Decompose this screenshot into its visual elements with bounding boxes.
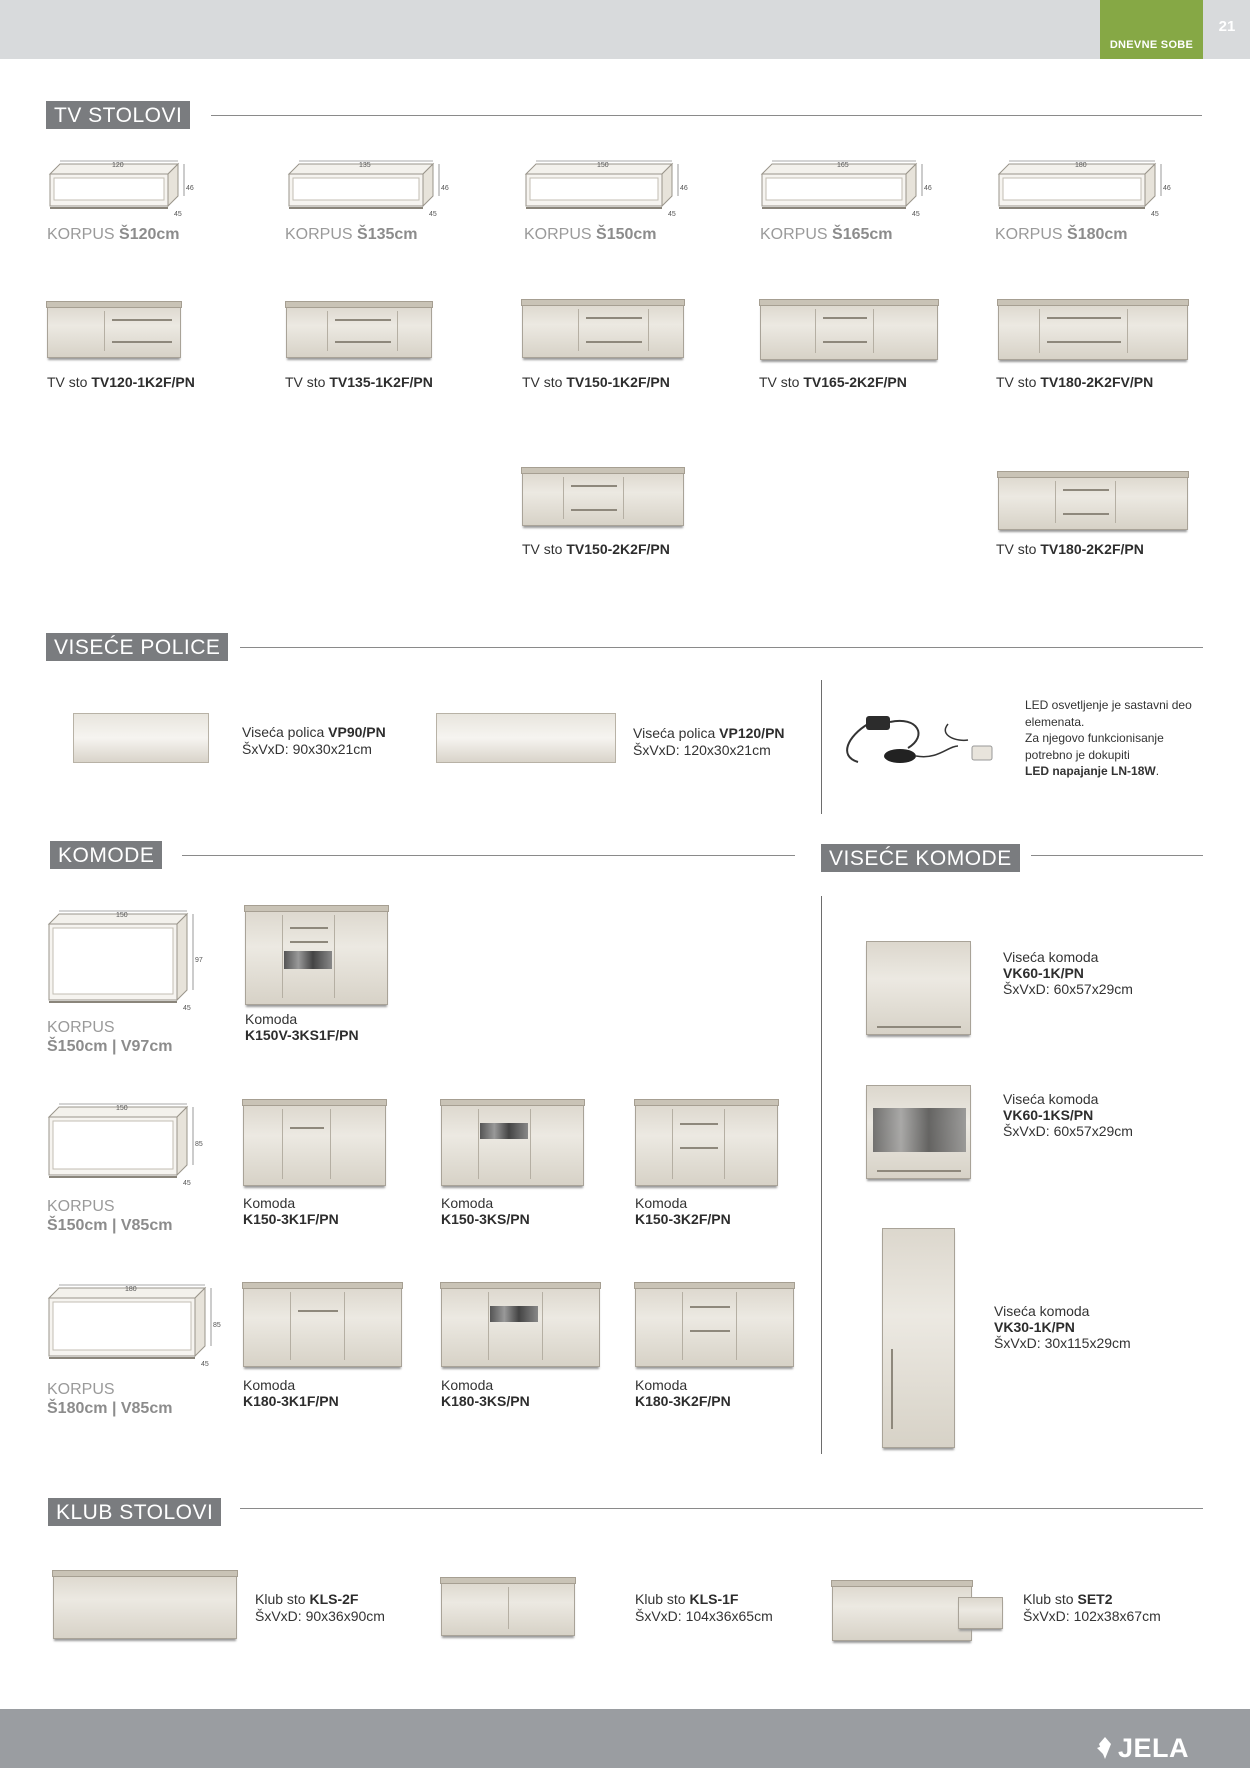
product-image-tv150-2k2f [522,470,684,526]
product-image-tv135-1k2f [286,304,432,358]
product-label: Komoda K180-3K1F/PN [243,1377,339,1409]
dim-depth: 45 [174,211,182,218]
product-image-vk60-1k [866,941,971,1035]
product-image-set2-small [958,1597,1003,1629]
section-title-visece-komode: VISEĆE KOMODE [821,844,1020,872]
section-title-klub: KLUB STOLOVI [48,1498,221,1526]
product-label: Viseća komoda VK60-1KS/PN ŠxVxD: 60x57x29cm [1003,1091,1133,1139]
korpus-drawing [48,160,198,220]
footer-bar [0,1709,1250,1768]
product-label: Viseća polica VP120/PN ŠxVxD: 120x30x21cm [633,725,785,758]
product-label: TV sto TV120-1K2F/PN [47,374,195,390]
section-tab: DNEVNE SOBE [1100,0,1203,59]
dim-height: 85 [195,1141,203,1148]
header-bar [0,0,1250,59]
korpus-drawing [760,160,936,220]
product-image-tv165-2k2f [760,302,938,360]
dim-height: 46 [441,185,449,192]
leaf-icon [1096,1736,1114,1760]
led-adapter-image [838,706,1008,776]
korpus-drawing [287,160,453,220]
dim-width: 150 [116,1105,128,1112]
vertical-divider [821,680,822,814]
divider [211,115,1202,116]
korpus-label: KORPUS Š135cm [285,226,418,243]
product-image-kls-1f [441,1580,575,1636]
product-label: Viseća polica VP90/PN ŠxVxD: 90x30x21cm [242,724,386,757]
product-image-k150-3k2f [635,1102,778,1186]
dim-width: 120 [112,162,124,169]
product-image-vk60-1ks [866,1085,971,1179]
korpus-label: KORPUS Š150cm [524,226,657,243]
product-image-vp120 [436,713,616,763]
product-image-k150-3ks [441,1102,584,1186]
dim-depth: 45 [201,1361,209,1368]
korpus-label: KORPUS Š180cm [995,226,1128,243]
product-image-tv150-1k2f [522,302,684,358]
dim-width: 150 [116,912,128,919]
section-title-tv: TV STOLOVI [46,101,190,129]
product-label: Viseća komoda VK30-1K/PN ŠxVxD: 30x115x29cm [994,1303,1131,1351]
product-image-k180-3k1f [243,1285,402,1367]
dim-depth: 45 [429,211,437,218]
dim-depth: 45 [183,1005,191,1012]
product-label: Komoda K150-3KS/PN [441,1195,530,1227]
product-label: Komoda K150V-3KS1F/PN [245,1011,359,1043]
product-label: Komoda K150-3K2F/PN [635,1195,731,1227]
product-image-k150v-3ks1f [245,908,388,1005]
divider [1031,855,1203,856]
dim-depth: 45 [668,211,676,218]
product-image-tv180-2k2f [998,474,1188,530]
dim-depth: 45 [1151,211,1159,218]
product-label: TV sto TV180-2K2FV/PN [996,374,1154,390]
divider [182,855,795,856]
vertical-divider [821,896,822,1454]
korpus-label: KORPUS Š150cm | V97cm [47,1019,173,1055]
divider [240,647,1203,648]
dim-height: 46 [680,185,688,192]
dim-height: 46 [1163,185,1171,192]
dim-width: 165 [837,162,849,169]
product-image-k180-3ks [441,1285,600,1367]
dim-height: 46 [186,185,194,192]
dim-height: 46 [924,185,932,192]
product-label: Viseća komoda VK60-1K/PN ŠxVxD: 60x57x29cm [1003,949,1133,997]
section-title-komode: KOMODE [50,841,162,869]
product-image-k150-3k1f [243,1102,386,1186]
dim-width: 135 [359,162,371,169]
product-label: TV sto TV150-1K2F/PN [522,374,670,390]
dim-height: 97 [195,957,203,964]
korpus-label: KORPUS Š120cm [47,226,180,243]
korpus-label: KORPUS Š165cm [760,226,893,243]
korpus-drawing [47,1103,207,1189]
product-image-kls-2f [53,1573,237,1639]
product-image-set2 [832,1583,972,1641]
korpus-drawing [524,160,692,220]
product-label: Komoda K180-3K2F/PN [635,1377,731,1409]
korpus-drawing [47,1284,225,1370]
dim-depth: 45 [183,1180,191,1187]
korpus-drawing [997,160,1175,220]
dim-height: 85 [213,1322,221,1329]
product-label: Komoda K150-3K1F/PN [243,1195,339,1227]
product-label: TV sto TV135-1K2F/PN [285,374,433,390]
product-image-vk30-1k [882,1228,955,1448]
product-label: Klub sto SET2 ŠxVxD: 102x38x67cm [1023,1591,1161,1624]
product-label: Komoda K180-3KS/PN [441,1377,530,1409]
product-image-tv120-1k2f [47,304,181,358]
korpus-label: KORPUS Š150cm | V85cm [47,1198,173,1234]
korpus-drawing [47,910,207,1014]
section-title-police: VISEĆE POLICE [46,633,228,661]
korpus-label: KORPUS Š180cm | V85cm [47,1381,173,1417]
product-image-vp90 [73,713,209,763]
product-label: Klub sto KLS-1F ŠxVxD: 104x36x65cm [635,1591,773,1624]
product-label: TV sto TV165-2K2F/PN [759,374,907,390]
product-label: TV sto TV150-2K2F/PN [522,541,670,557]
brand-logo: JELA [1096,1734,1189,1762]
dim-width: 180 [125,1286,137,1293]
dim-depth: 45 [912,211,920,218]
product-image-tv180-2k2fv [998,302,1188,360]
product-label: Klub sto KLS-2F ŠxVxD: 90x36x90cm [255,1591,385,1624]
led-note: LED osvetljenje je sastavni deo elemenata. Za njegovo funkcionisanje potrebno je dokupiti LED napajanje LN-18W. [1025,698,1192,778]
product-label: TV sto TV180-2K2F/PN [996,541,1144,557]
product-image-k180-3k2f [635,1285,794,1367]
divider [240,1508,1203,1509]
dim-width: 180 [1075,162,1087,169]
page-number: 21 [1218,18,1236,35]
dim-width: 150 [597,162,609,169]
